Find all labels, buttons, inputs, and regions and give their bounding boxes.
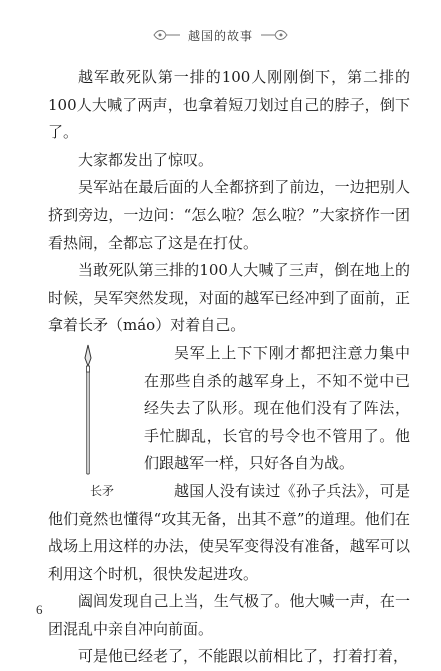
paragraph: 可是他已经老了，不能跟以前相比了，打着打着， [78, 647, 409, 666]
page-header-title: 越国的故事 [187, 28, 253, 43]
paragraph: 当敢死队第三排的100人大喊了三声，倒在地上的时候，吴军突然发现，对面的越军已经冲到了面前，正拿着长矛（máo）对着自己。 [48, 261, 410, 335]
paragraph: 吴军站在最后面的人全都挤到了前边，一边把别人挤到旁边，一边问：“怎么啦？怎么啦？”大家挤作一团看热闹，全都忘了这是在打仗。 [48, 178, 410, 252]
paragraph: 越国人没有读过《孙子兵法》，可是他们竟然也懂得“攻其无备，出其不意”的道理。他们在战场上用这样的办法，使吴军变得没有准备，越军可以利用这个时机，很快发起进攻。 [48, 481, 410, 583]
paragraph-text: 吴军上上下下刚才都把注意力集中在那些自杀的越军身上，不知不觉中已经失去了队形。现在他们没有了阵法，手忙脚乱，长官的号令也不管用了。他们跟越军一样，只好各自为战。 [144, 343, 410, 473]
spear-figure [48, 344, 144, 504]
spear-icon [78, 344, 98, 476]
paragraph: 阖闾发现自己上当，生气极了。他大喊一声，在一团混乱中亲自冲向前面。 [48, 592, 410, 638]
figure-caption: 长矛 [90, 483, 115, 498]
paragraph: 越军敢死队第一排的100人刚刚倒下，第二排的100人大喊了两声，也拿着短刀划过自己的脖子，倒下了。 [48, 68, 410, 142]
body-text [48, 64, 410, 671]
page-number: 6 [36, 602, 43, 617]
ornament-left-icon [152, 28, 182, 42]
paragraph [48, 340, 410, 498]
running-header [0, 26, 441, 44]
ornament-right-icon [259, 28, 289, 42]
paragraph: 大家都发出了惊叹。 [78, 150, 214, 169]
